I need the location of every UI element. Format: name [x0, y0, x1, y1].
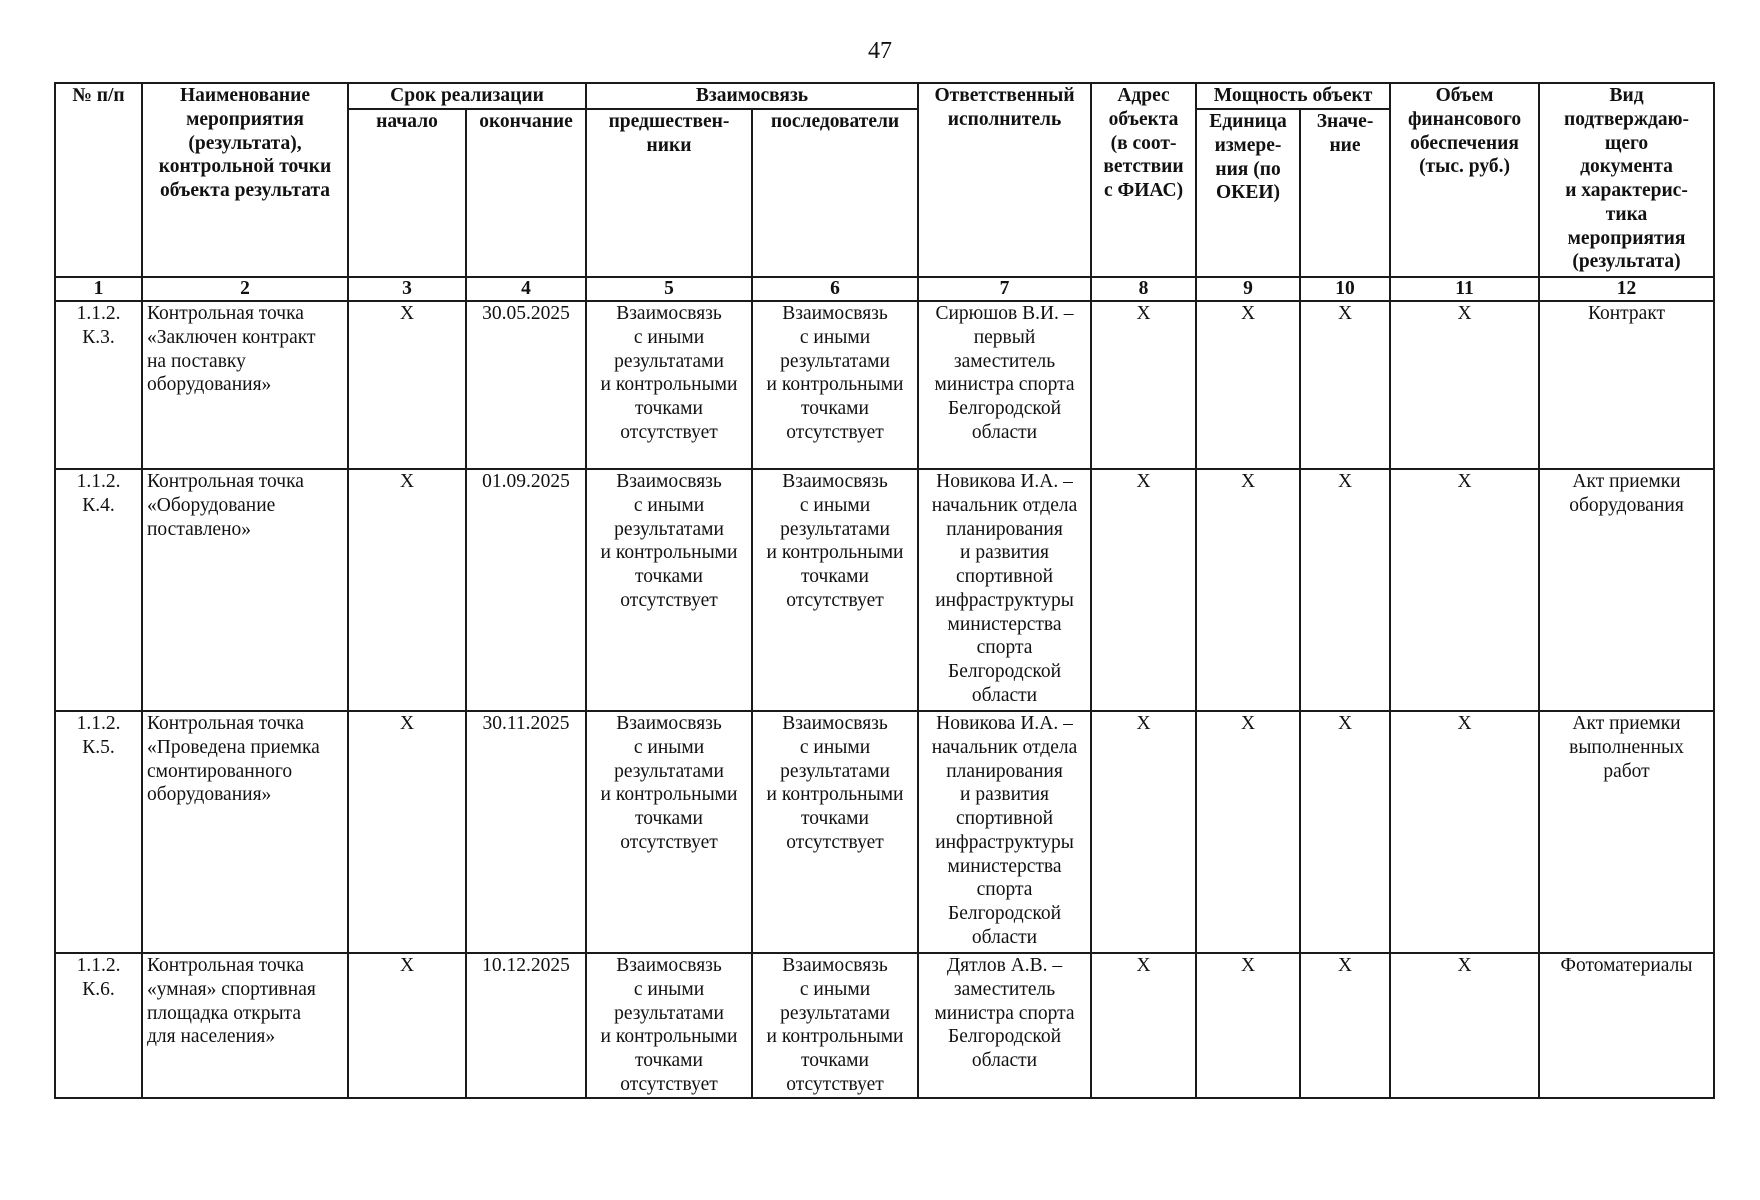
row-start: X [348, 953, 466, 1098]
control-points-table [54, 82, 1715, 1099]
row-doc-type: Акт приемки оборудования [1539, 469, 1714, 711]
row-end: 10.12.2025 [466, 953, 586, 1098]
row-address: X [1091, 301, 1196, 469]
row-finance: X [1390, 301, 1539, 469]
header-relation: Взаимосвязь [586, 83, 918, 109]
row-address: X [1091, 711, 1196, 953]
row-end: 30.11.2025 [466, 711, 586, 953]
header-name: Наименование мероприятия (результата), контрольной точки объекта результата [142, 83, 348, 277]
column-number: 4 [466, 277, 586, 301]
table-row [55, 711, 1714, 953]
header-num: № п/п [55, 83, 142, 277]
row-address: X [1091, 953, 1196, 1098]
row-doc-type: Контракт [1539, 301, 1714, 469]
row-num: 1.1.2. К.5. [55, 711, 142, 953]
row-unit: X [1196, 711, 1300, 953]
row-unit: X [1196, 469, 1300, 711]
column-numbers-row [55, 277, 1714, 301]
row-responsible: Новикова И.А. – начальник отдела планирования и развития спортивной инфраструктуры министерства спорта Белгородской области [918, 711, 1091, 953]
row-start: X [348, 469, 466, 711]
header-start: начало [348, 109, 466, 277]
row-successors: Взаимосвязь с иными результатами и контрольными точками отсутствует [752, 711, 918, 953]
row-successors: Взаимосвязь с иными результатами и контрольными точками отсутствует [752, 301, 918, 469]
row-finance: X [1390, 711, 1539, 953]
page-number: 47 [868, 38, 892, 64]
row-start: X [348, 301, 466, 469]
header-doc-type: Вид подтверждаю- щего документа и характерис- тика мероприятия (результата) [1539, 83, 1714, 277]
header-successors: последователи [752, 109, 918, 277]
row-predecessors: Взаимосвязь с иными результатами и контрольными точками отсутствует [586, 711, 752, 953]
header-unit: Единица измере- ния (по ОКЕИ) [1196, 109, 1300, 277]
row-name: Контрольная точка «умная» спортивная площадка открыта для населения» [142, 953, 348, 1098]
row-end: 01.09.2025 [466, 469, 586, 711]
table-row [55, 953, 1714, 1098]
table-row [55, 301, 1714, 469]
header-capacity: Мощность объект [1196, 83, 1390, 109]
row-value: X [1300, 953, 1390, 1098]
column-number: 10 [1300, 277, 1390, 301]
row-finance: X [1390, 469, 1539, 711]
row-value: X [1300, 469, 1390, 711]
column-number: 5 [586, 277, 752, 301]
row-unit: X [1196, 953, 1300, 1098]
row-predecessors: Взаимосвязь с иными результатами и контрольными точками отсутствует [586, 301, 752, 469]
row-address: X [1091, 469, 1196, 711]
row-unit: X [1196, 301, 1300, 469]
header-responsible: Ответственный исполнитель [918, 83, 1091, 277]
row-doc-type: Акт приемки выполненных работ [1539, 711, 1714, 953]
row-responsible: Сирюшов В.И. – первый заместитель министра спорта Белгородской области [918, 301, 1091, 469]
row-predecessors: Взаимосвязь с иными результатами и контрольными точками отсутствует [586, 469, 752, 711]
row-num: 1.1.2. К.3. [55, 301, 142, 469]
column-number: 8 [1091, 277, 1196, 301]
column-number: 2 [142, 277, 348, 301]
column-number: 3 [348, 277, 466, 301]
row-finance: X [1390, 953, 1539, 1098]
row-name: Контрольная точка «Оборудование поставлено» [142, 469, 348, 711]
column-number: 12 [1539, 277, 1714, 301]
column-number: 1 [55, 277, 142, 301]
row-name: Контрольная точка «Заключен контракт на поставку оборудования» [142, 301, 348, 469]
row-start: X [348, 711, 466, 953]
row-responsible: Новикова И.А. – начальник отдела планирования и развития спортивной инфраструктуры министерства спорта Белгородской области [918, 469, 1091, 711]
column-number: 9 [1196, 277, 1300, 301]
header-predecessors: предшествен- ники [586, 109, 752, 277]
row-end: 30.05.2025 [466, 301, 586, 469]
row-successors: Взаимосвязь с иными результатами и контрольными точками отсутствует [752, 469, 918, 711]
row-successors: Взаимосвязь с иными результатами и контрольными точками отсутствует [752, 953, 918, 1098]
column-number: 11 [1390, 277, 1539, 301]
row-value: X [1300, 301, 1390, 469]
row-responsible: Дятлов А.В. – заместитель министра спорта Белгородской области [918, 953, 1091, 1098]
row-doc-type: Фотоматериалы [1539, 953, 1714, 1098]
row-value: X [1300, 711, 1390, 953]
row-name: Контрольная точка «Проведена приемка смонтированного оборудования» [142, 711, 348, 953]
header-address: Адрес объекта (в соот- ветствии с ФИАС) [1091, 83, 1196, 277]
row-num: 1.1.2. К.4. [55, 469, 142, 711]
column-number: 7 [918, 277, 1091, 301]
column-number: 6 [752, 277, 918, 301]
table-row [55, 469, 1714, 711]
header-deadline: Срок реализации [348, 83, 586, 109]
row-predecessors: Взаимосвязь с иными результатами и контрольными точками отсутствует [586, 953, 752, 1098]
header-finance: Объем финансового обеспечения (тыс. руб.) [1390, 83, 1539, 277]
row-num: 1.1.2. К.6. [55, 953, 142, 1098]
header-end: окончание [466, 109, 586, 277]
header-value: Значе- ние [1300, 109, 1390, 277]
